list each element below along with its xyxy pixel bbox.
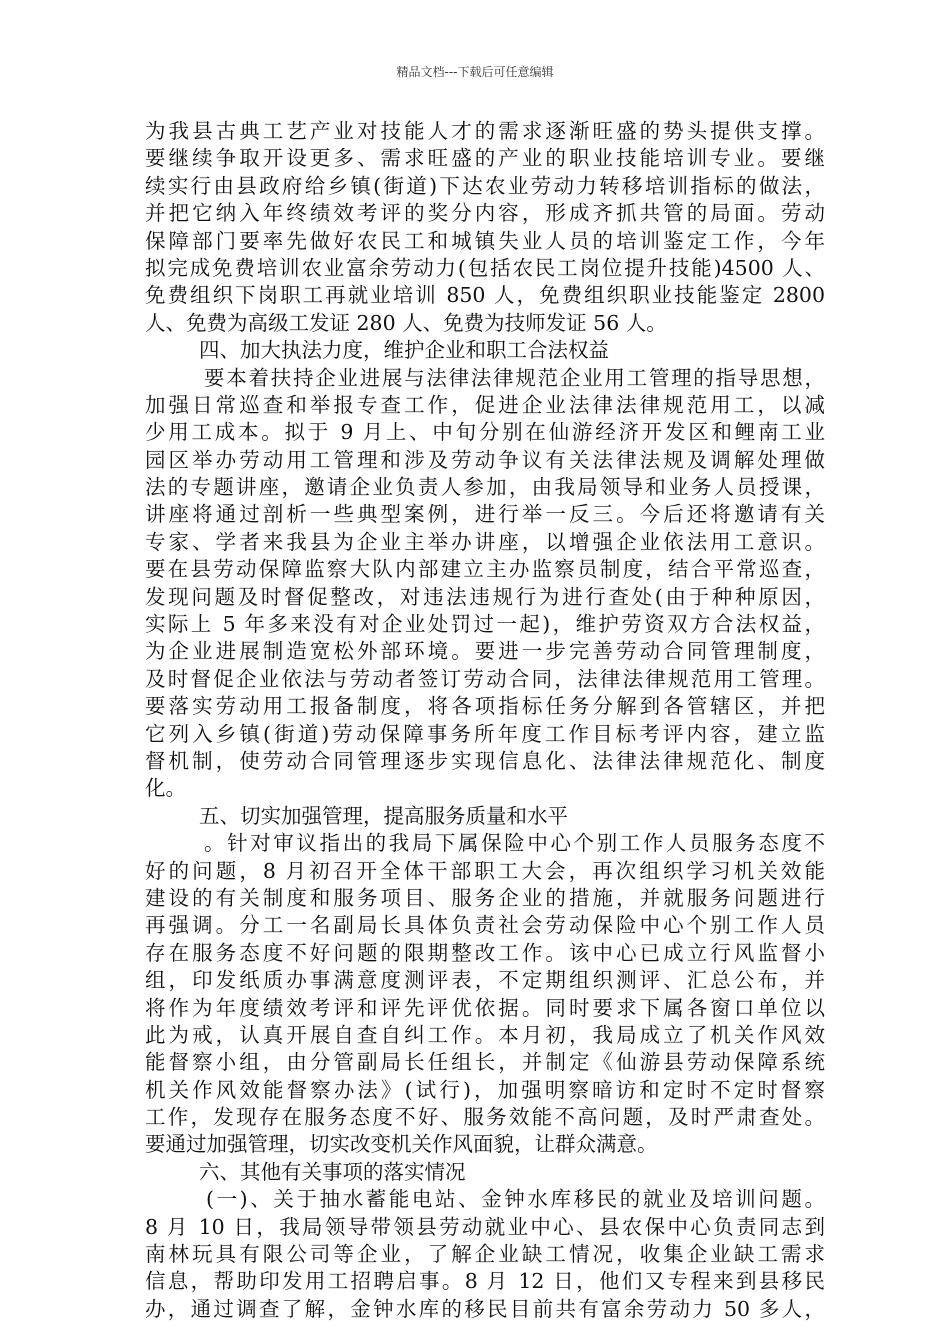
text-line: 将作为年度绩效考评和评先评优依据。同时要求下属各窗口单位以: [145, 995, 825, 1020]
text-line: 存在服务态度不好问题的限期整改工作。该中心已成立行风监督小: [145, 940, 825, 965]
text-line: 法的专题讲座，邀请企业负责人参加，由我局领导和业务人员授课，: [145, 475, 825, 500]
text-line: 少用工成本。拟于 9 月上、中旬分别在仙游经济开发区和鲤南工业: [145, 420, 825, 445]
text-line: 。针对审议指出的我局下属保险中心个别工作人员服务态度不: [204, 831, 825, 856]
text-line: 南林玩具有限公司等企业，了解企业缺工情况，收集企业缺工需求: [145, 1242, 825, 1267]
section-heading: 五、切实加强管理，提高服务质量和水平: [199, 803, 568, 828]
text-line: 要落实劳动用工报备制度，将各项指标任务分解到各管辖区，并把: [145, 694, 825, 719]
text-line: 再强调。分工一名副局长具体负责社会劳动保险中心个别工作人员: [145, 913, 825, 938]
text-line: 信息，帮助印发用工招聘启事。8 月 12 日，他们又专程来到县移民: [145, 1269, 825, 1294]
text-line: 保障部门要率先做好农民工和城镇失业人员的培训鉴定工作，今年: [145, 228, 825, 253]
text-line: 8 月 10 日，我局领导带领县劳动就业中心、县农保中心负责同志到: [145, 1214, 825, 1239]
text-line: 免费组织下岗职工再就业培训 850 人，免费组织职业技能鉴定 2800: [145, 283, 825, 308]
text-line: 要本着扶持企业进展与法律法律规范企业用工管理的指导思想，: [204, 365, 825, 390]
page-header: 精品文档---下载后可任意编辑: [396, 65, 554, 79]
text-line: 能督察小组，由分管副局长任组长，并制定《仙游县劳动保障系统: [145, 1050, 825, 1075]
text-line: 园区举办劳动用工管理和涉及劳动争议有关法律法规及调解处理做: [145, 447, 825, 472]
text-line: 组，印发纸质办事满意度测评表，不定期组织测评、汇总公布，并: [145, 968, 825, 993]
section-heading: 四、加大执法力度，维护企业和职工合法权益: [199, 338, 609, 363]
text-line: 此为戒，认真开展自查自纠工作。本月初，我局成立了机关作风效: [145, 1022, 825, 1047]
text-line: 实际上 5 年多来没有对企业处罚过一起)，维护劳资双方合法权益，: [145, 612, 825, 637]
text-line: 工作，发现存在服务态度不好、服务效能不高问题，及时严肃查处。: [145, 1105, 825, 1130]
text-line: 它列入乡镇(街道)劳动保障事务所年度工作目标考评内容，建立监: [145, 721, 825, 746]
text-line: 机关作风效能督察办法》(试行)，加强明察暗访和定时不定时督察: [145, 1077, 825, 1102]
text-line: 为我县古典工艺产业对技能人才的需求逐渐旺盛的势头提供支撑。: [145, 119, 825, 143]
text-line: 办，通过调查了解，金钟水库的移民目前共有富余劳动力 50 多人，: [145, 1296, 825, 1321]
text-line: 发现问题及时督促整改，对违法违规行为进行查处(由于种种原因，: [145, 584, 825, 609]
text-line: 督机制，使劳动合同管理逐步实现信息化、法律法律规范化、制度: [145, 748, 825, 773]
text-line: 人、免费为高级工发证 280 人、免费为技师发证 56 人。: [145, 310, 667, 335]
text-line: 及时督促企业依法与劳动者签订劳动合同，法律法律规范用工管理。: [145, 666, 825, 691]
text-line: 专家、学者来我县为企业主举办讲座，以增强企业依法用工意识。: [145, 529, 825, 554]
text-line: 为企业进展制造宽松外部环境。要进一步完善劳动合同管理制度，: [145, 639, 825, 664]
text-line: 好的问题，8 月初召开全体干部职工大会，再次组织学习机关效能: [145, 858, 825, 883]
text-line: 拟完成免费培训农业富余劳动力(包括农民工岗位提升技能)4500 人、: [145, 255, 825, 280]
text-line: 讲座将通过剖析一些典型案例，进行举一反三。今后还将邀请有关: [145, 502, 825, 527]
text-line: 要继续争取开设更多、需求旺盛的产业的职业技能培训专业。要继: [145, 146, 825, 171]
text-line: 续实行由县政府给乡镇(街道)下达农业劳动力转移培训指标的做法，: [145, 173, 825, 198]
text-line: 并把它纳入年终绩效考评的奖分内容，形成齐抓共管的局面。劳动: [145, 201, 825, 226]
text-line: (一)、关于抽水蓄能电站、金钟水库移民的就业及培训问题。: [206, 1187, 825, 1212]
text-line: 化。: [145, 776, 186, 801]
text-line: 要在县劳动保障监察大队内部建立主办监察员制度，结合平常巡查，: [145, 557, 825, 582]
section-heading: 六、其他有关事项的落实情况: [199, 1159, 466, 1184]
text-line: 加强日常巡查和举报专查工作，促进企业法律法律规范用工，以减: [145, 392, 825, 417]
text-line: 建设的有关制度和服务项目、服务企业的措施，并就服务问题进行: [145, 885, 825, 910]
text-line: 要通过加强管理，切实改变机关作风面貌，让群众满意。: [145, 1132, 658, 1157]
document-body: [145, 118, 825, 1323]
